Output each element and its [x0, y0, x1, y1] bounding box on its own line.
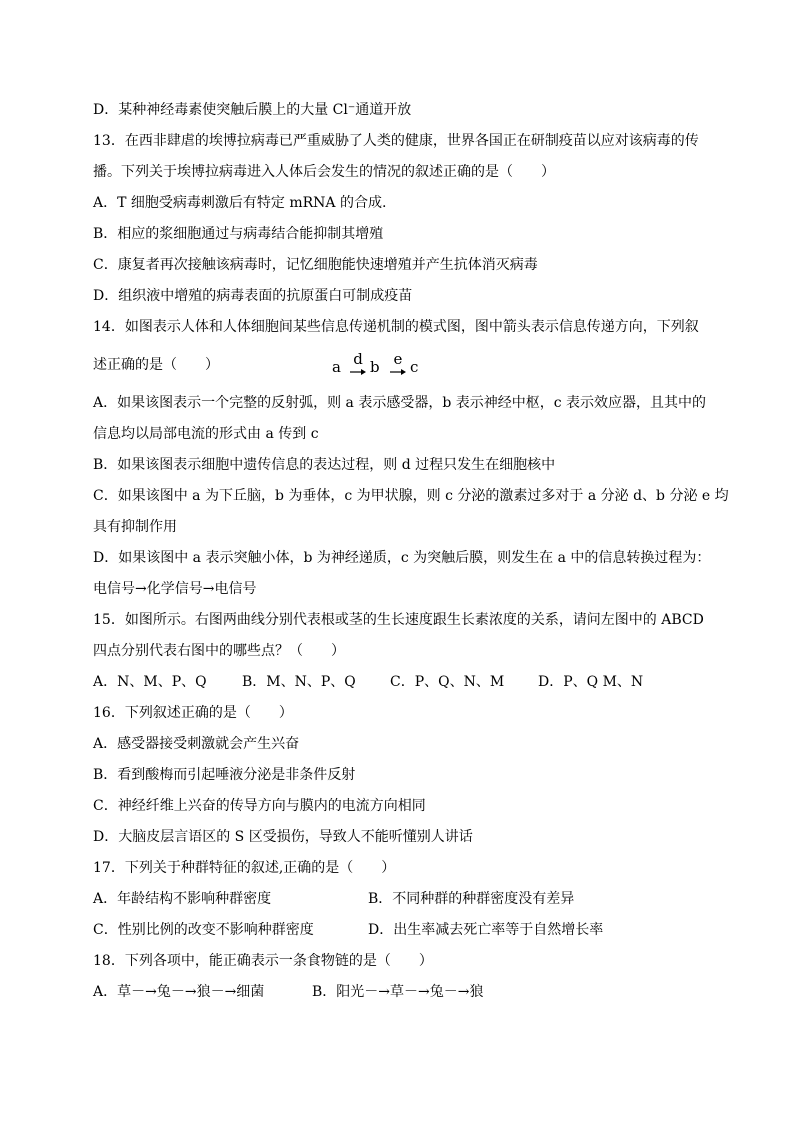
q18-option-a: A．草－→兔－→狼－→细菌	[93, 984, 265, 1000]
diagram-edge-e-label: e	[393, 350, 403, 368]
q15-option-d: D．P、Q M、N	[538, 674, 644, 690]
q17-option-c: C．性别比例的改变不影响种群密度	[93, 922, 314, 938]
q14-option-d-line2: 电信号→化学信号→电信号	[93, 581, 257, 597]
q15-stem-line1: 15．如图所示。右图两曲线分别代表根或茎的生长速度跟生长素浓度的关系，请问左图中的 ABCD	[93, 612, 704, 628]
q17-option-a: A．年龄结构不影响种群密度	[93, 891, 272, 907]
q13-option-c: C．康复者再次接触该病毒时，记忆细胞能快速增殖并产生抗体消灭病毒	[93, 257, 538, 273]
q17-option-d: D．出生率减去死亡率等于自然增长率	[368, 922, 604, 938]
q16-option-a: A．感受器接受刺激就会产生兴奋	[93, 736, 300, 752]
q14-option-a-line1: A．如果该图表示一个完整的反射弧，则 a 表示感受器，b 表示神经中枢，c 表示效应器，且其中的	[93, 395, 707, 411]
diagram-edge-d-label: d	[353, 350, 363, 368]
q18-option-b: B．阳光－→草－→兔－→狼	[312, 984, 484, 1000]
q14-stem-line1: 14．如图表示人体和人体细胞间某些信息传递机制的模式图，图中箭头表示信息传递方向，下列叙	[93, 319, 699, 335]
q18-stem: 18．下列各项中，能正确表示一条食物链的是（ ）	[93, 953, 433, 969]
q12-option-d: D．某种神经毒素使突触后膜上的大量 Cl⁻通道开放	[93, 102, 412, 118]
q16-option-c: C．神经纤维上兴奋的传导方向与膜内的电流方向相同	[93, 798, 426, 814]
q15-option-a: A．N、M、P、Q	[93, 674, 207, 690]
q13-option-b: B．相应的浆细胞通过与病毒结合能抑制其增殖	[93, 226, 384, 242]
diagram-node-b: b	[370, 358, 380, 376]
q14-option-a-line2: 信息均以局部电流的形式由 a 传到 c	[93, 426, 319, 442]
diagram-arrow-bc	[390, 368, 406, 376]
q14-stem-line2: 述正确的是（ ）	[93, 357, 219, 373]
q17-option-b: B．不同种群的种群密度没有差异	[368, 891, 575, 907]
q17-stem: 17．下列关于种群特征的叙述,正确的是（ ）	[93, 860, 396, 876]
q15-stem-line2: 四点分别代表右图中的哪些点？（ ）	[93, 643, 345, 659]
q16-option-d: D．大脑皮层言语区的 S 区受损伤，导致人不能听懂别人讲话	[93, 829, 473, 845]
q14-option-c-line2: 具有抑制作用	[93, 519, 177, 535]
q13-option-a: A．T 细胞受病毒刺激后有特定 mRNA 的合成.	[93, 195, 387, 211]
q16-stem: 16．下列叙述正确的是（ ）	[93, 705, 293, 721]
q13-option-d: D．组织液中增殖的病毒表面的抗原蛋白可制成疫苗	[93, 288, 413, 304]
q14-option-c-line1: C．如果该图中 a 为下丘脑，b 为垂体，c 为甲状腺，则 c 分泌的激素过多对于 a 分泌 d、b 分泌 e 均	[93, 488, 729, 504]
diagram-node-a: a	[332, 358, 341, 376]
q14-option-d-line1: D．如果该图中 a 表示突触小体，b 为神经递质，c 为突触后膜，则发生在 a 中的信息转换过程为：	[93, 550, 711, 566]
q13-stem-line2: 播。下列关于埃博拉病毒进入人体后会发生的情况的叙述正确的是（ ）	[93, 164, 555, 180]
signal-flow-diagram	[330, 352, 430, 380]
diagram-arrow-ab	[350, 368, 366, 376]
q15-option-b: B．M、N、P、Q	[242, 674, 356, 690]
q13-stem-line1: 13．在西非肆虐的埃博拉病毒已严重威胁了人类的健康，世界各国正在研制疫苗以应对该病毒的传	[93, 133, 699, 149]
q15-option-c: C．P、Q、N、M	[390, 674, 505, 690]
q14-option-b: B．如果该图表示细胞中遗传信息的表达过程，则 d 过程只发生在细胞核中	[93, 457, 556, 473]
diagram-node-c: c	[410, 358, 419, 376]
q16-option-b: B．看到酸梅而引起唾液分泌是非条件反射	[93, 767, 356, 783]
